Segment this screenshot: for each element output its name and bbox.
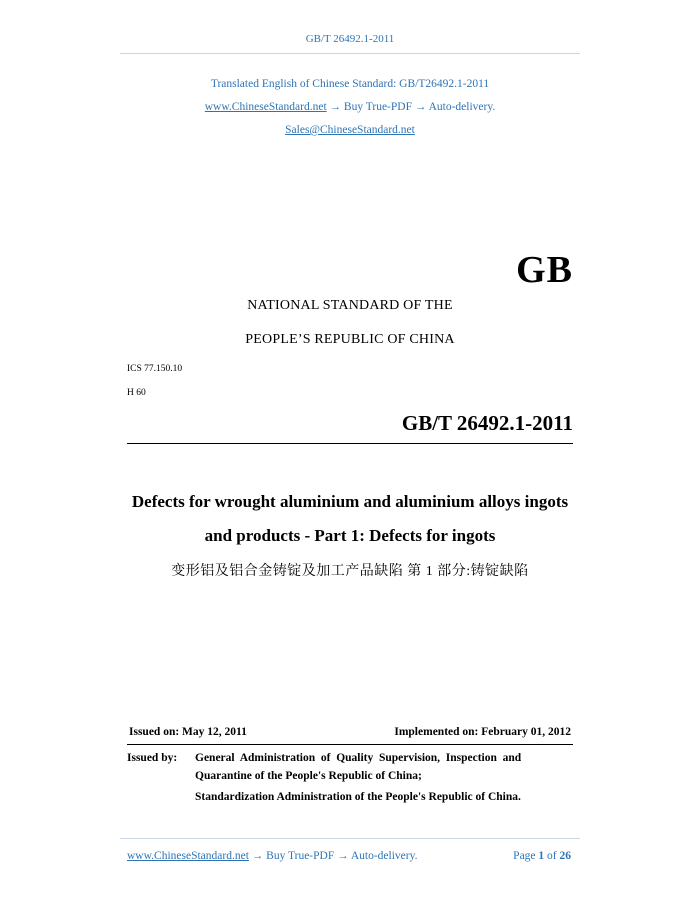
standard-number: GB/T 26492.1-2011 (401, 411, 573, 435)
sales-email-link[interactable]: Sales@ChineseStandard.net (285, 124, 415, 136)
chinesestandard-link[interactable]: www.ChineseStandard.net (204, 101, 327, 113)
issuer1-line1: General Administration of Quality Supervision, Inspection and (195, 752, 522, 764)
national-standard-line2: PEOPLE’S REPUBLIC OF CHINA (245, 332, 455, 347)
ics-code: ICS 77.150.10 (127, 364, 183, 374)
issued-by-label: Issued by: (127, 752, 178, 764)
buy-text: → Buy True-PDF → Auto-delivery. (329, 101, 496, 113)
page-number (513, 850, 571, 862)
page-total: 26 (559, 850, 571, 862)
title-line2: and products - Part 1: Defects for ingots (204, 526, 496, 545)
email-line (0, 124, 700, 136)
title-chinese: 变形铝及铝合金铸锭及加工产品缺陷 第 1 部分:铸锭缺陷 (171, 564, 529, 579)
title-divider (127, 443, 573, 444)
title-line1: Defects for wrought aluminium and aluminium alloys ingots (131, 492, 569, 511)
issuer1-line2: Quarantine of the People's Republic of China; (195, 770, 422, 782)
gb-logo: GB (516, 249, 573, 291)
header-divider (120, 53, 580, 54)
ccs-code: H 60 (127, 388, 146, 398)
implemented-on: Implemented on: February 01, 2012 (394, 726, 571, 738)
footer-store-line (127, 850, 417, 862)
page-header: GB/T 26492.1-2011 (305, 33, 395, 45)
national-standard-line1: NATIONAL STANDARD OF THE (247, 298, 453, 313)
issuer2: Standardization Administration of the People's Republic of China. (195, 791, 521, 803)
page-current: 1 (538, 850, 545, 862)
footer-chinesestandard-link[interactable]: www.ChineseStandard.net (127, 850, 249, 862)
page-of: of (547, 850, 557, 862)
store-line (0, 101, 700, 113)
footer-buy-text: → Buy True-PDF → Auto-delivery. (251, 850, 418, 862)
translation-notice: Translated English of Chinese Standard: GB/T26492.1-2011 (210, 78, 490, 90)
issue-divider (127, 744, 573, 745)
issued-on: Issued on: May 12, 2011 (129, 726, 247, 738)
footer-divider (120, 838, 580, 839)
page-label: Page (513, 850, 536, 862)
